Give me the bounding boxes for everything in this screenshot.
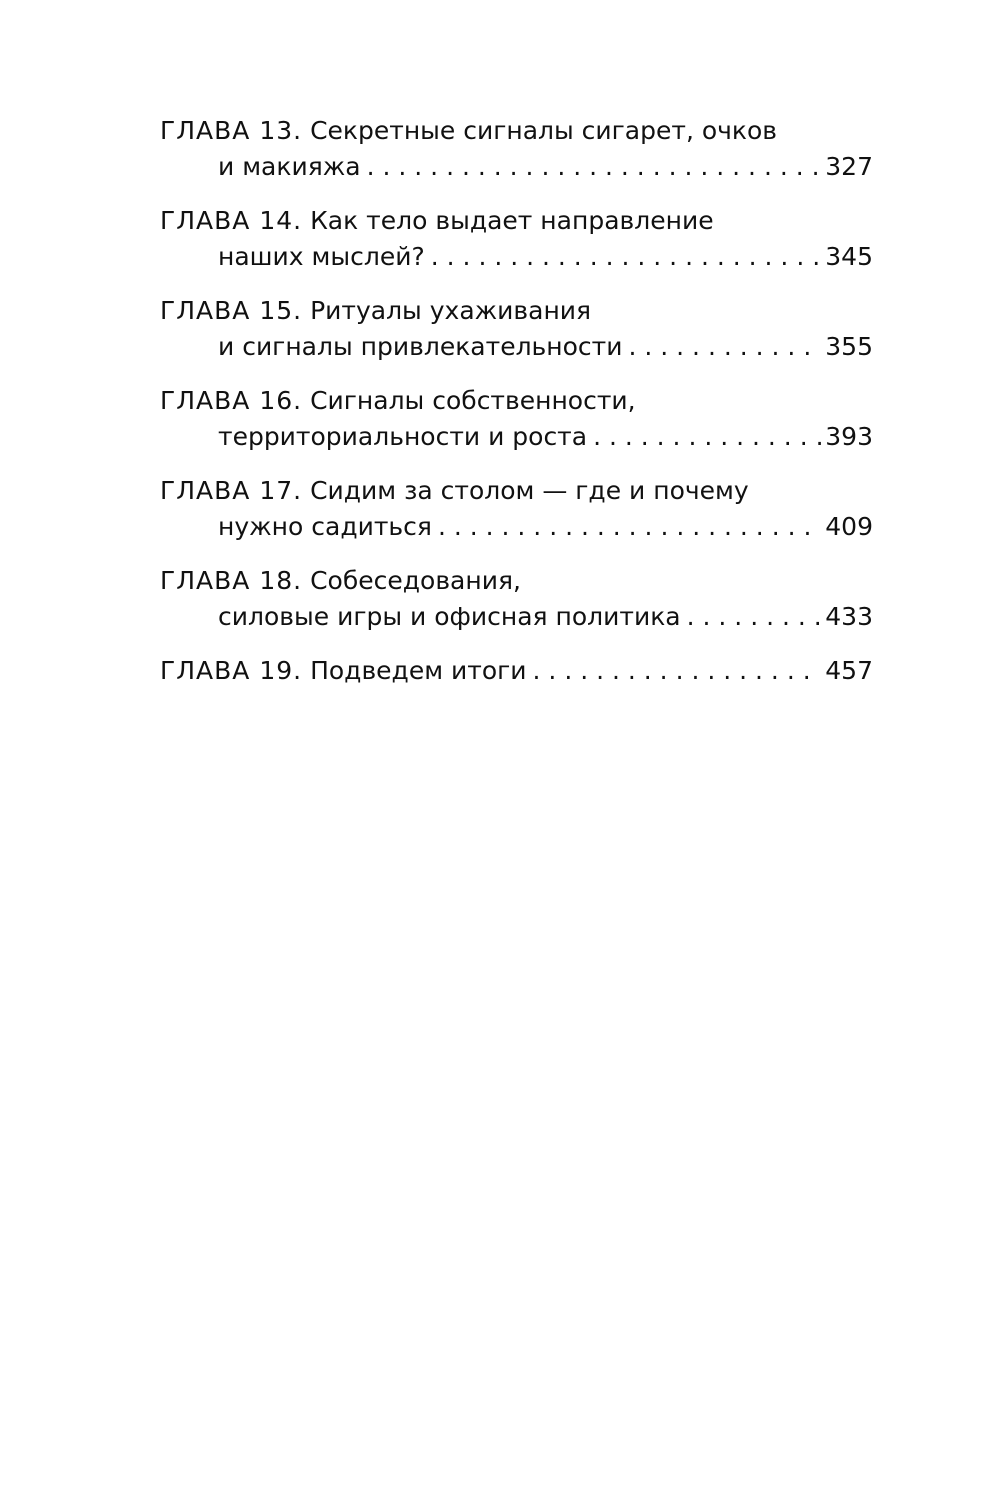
toc-entry-chapter-13[interactable] (160, 113, 873, 185)
chapter-title: Собеседования, (310, 566, 521, 595)
dot-leader (367, 149, 822, 185)
page-number: 433 (825, 602, 873, 631)
toc-entry-heading (160, 563, 873, 599)
page-number: 393 (825, 422, 873, 451)
toc-entry-chapter-17[interactable] (160, 473, 873, 545)
toc-entry-heading (160, 383, 873, 419)
chapter-title: Сидим за столом — где и почему (310, 476, 749, 505)
chapter-title-continued: и макияжа (218, 152, 361, 181)
toc-entry-chapter-15[interactable] (160, 293, 873, 365)
toc-entry-continuation (160, 329, 873, 365)
page-number: 457 (825, 656, 873, 685)
toc-entry-continuation (160, 149, 873, 185)
chapter-label: ГЛАВА 13. (160, 116, 303, 145)
chapter-title-continued: территориальности и роста (218, 422, 588, 451)
chapter-title: Сигналы собственности, (310, 386, 636, 415)
chapter-title: Секретные сигналы сигарет, очков (310, 116, 778, 145)
toc-entry-chapter-16[interactable] (160, 383, 873, 455)
chapter-label: ГЛАВА 18. (160, 566, 303, 595)
chapter-title: Ритуалы ухаживания (310, 296, 592, 325)
page-number: 345 (825, 242, 873, 271)
chapter-title-continued: силовые игры и офисная политика (218, 602, 681, 631)
chapter-label: ГЛАВА 14. (160, 206, 303, 235)
toc-entry-heading (160, 203, 873, 239)
chapter-title: Подведем итоги (310, 656, 527, 685)
page-number: 409 (825, 512, 873, 541)
toc-entry-continuation (160, 509, 873, 545)
page-number: 327 (825, 152, 873, 181)
chapter-title-continued: и сигналы привлекательности (218, 332, 623, 361)
toc-entry-chapter-18[interactable] (160, 563, 873, 635)
dot-leader (687, 599, 822, 635)
dot-leader (628, 329, 821, 365)
toc-entry-chapter-19[interactable] (160, 653, 873, 689)
table-of-contents (160, 113, 873, 707)
toc-entry-heading (160, 113, 873, 149)
toc-entry-heading (160, 293, 873, 329)
toc-entry-chapter-14[interactable] (160, 203, 873, 275)
dot-leader (593, 419, 821, 455)
dot-leader (438, 509, 821, 545)
dot-leader (533, 653, 822, 689)
chapter-label: ГЛАВА 15. (160, 296, 303, 325)
toc-entry-continuation (160, 419, 873, 455)
chapter-title: Как тело выдает направление (310, 206, 714, 235)
toc-entry-continuation (160, 239, 873, 275)
chapter-label: ГЛАВА 19. (160, 656, 303, 685)
toc-entry-continuation (160, 599, 873, 635)
chapter-label: ГЛАВА 17. (160, 476, 303, 505)
chapter-title-continued: наших мыслей? (218, 242, 425, 271)
dot-leader (431, 239, 822, 275)
page-number: 355 (825, 332, 873, 361)
chapter-title-continued: нужно садиться (218, 512, 432, 541)
toc-entry-heading (160, 653, 873, 689)
chapter-label: ГЛАВА 16. (160, 386, 303, 415)
toc-entry-heading (160, 473, 873, 509)
